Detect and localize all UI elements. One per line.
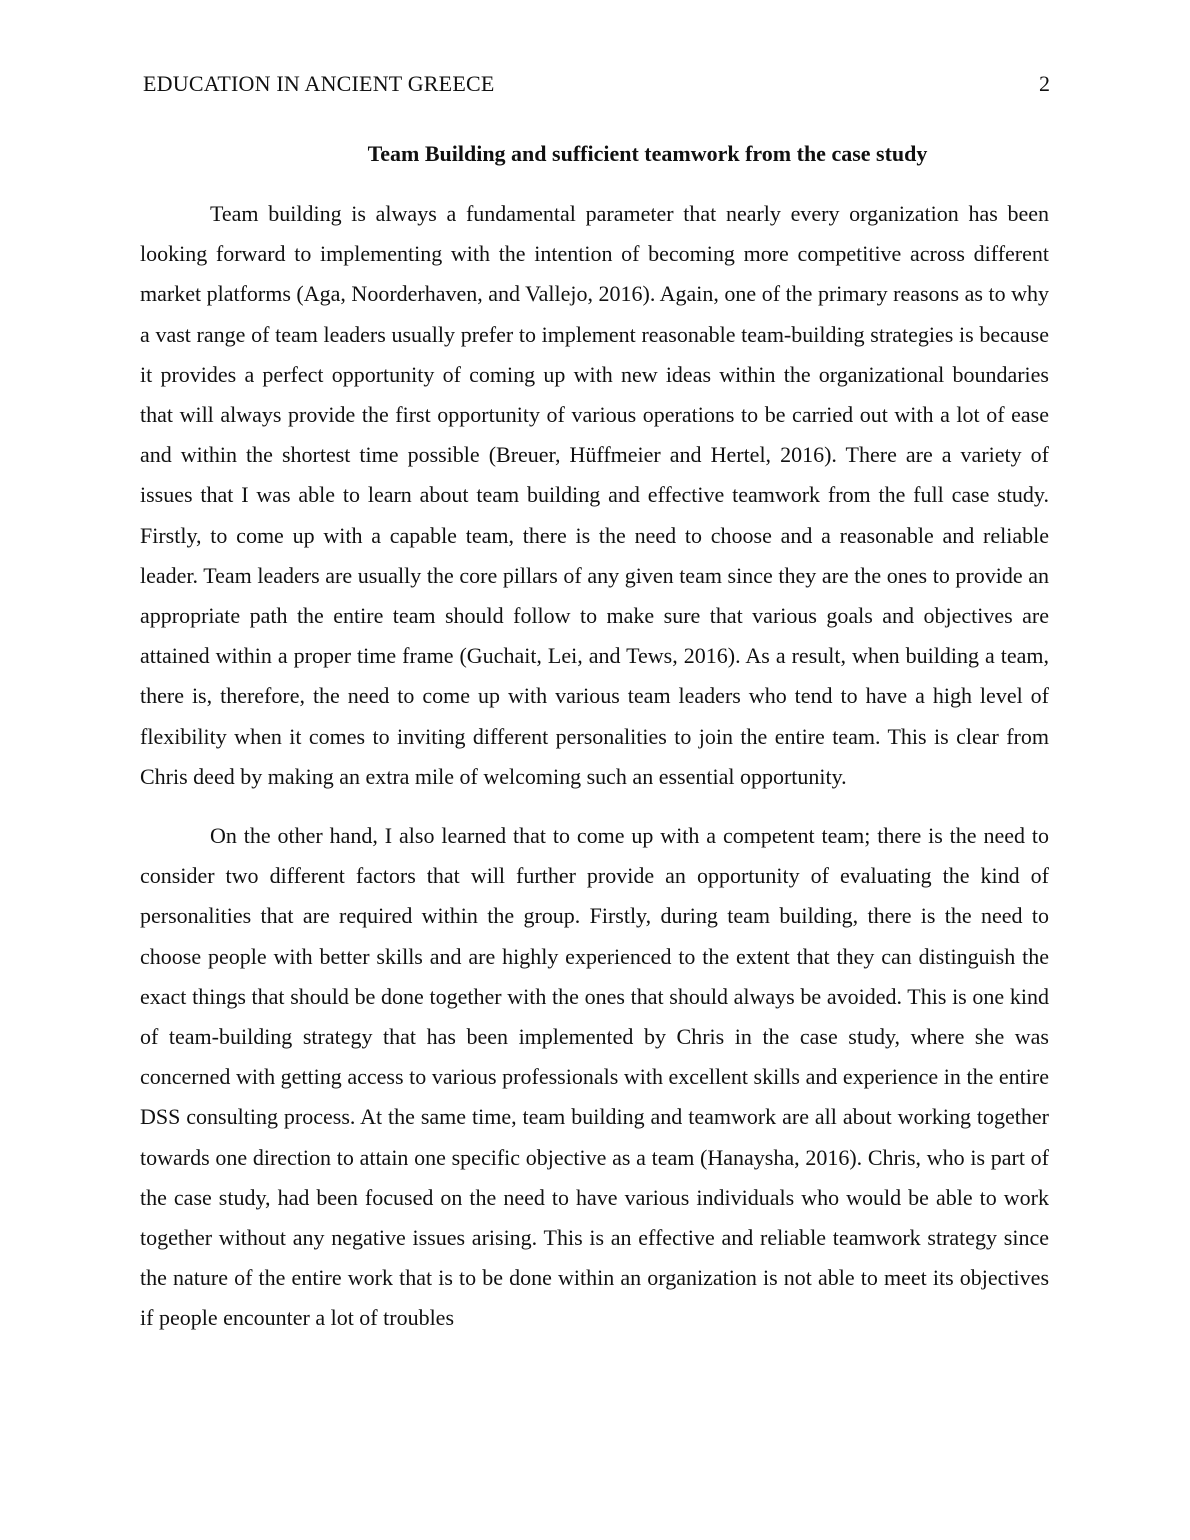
- section-title: Team Building and sufficient teamwork from the case study: [367, 141, 928, 166]
- page-number: 2: [1039, 71, 1050, 96]
- body-text: [140, 194, 1049, 1358]
- running-head: EDUCATION IN ANCIENT GREECE: [143, 71, 495, 96]
- paragraph: Team building is always a fundamental parameter that nearly every organization has been looking forward to implementing with the intention of becoming more competitive across different market platforms (Aga, Noorderhaven, and Vallejo, 2016). Again, one of the primary reasons as to why a vast range of team leaders usually prefer to implement reasonable team-building strategies is because it provides a perfect opportunity of coming up with new ideas within the organizational boundaries that will always provide the first opportunity of various operations to be carried out with a lot of ease and within the shortest time possible (Breuer, Hüffmeier and Hertel, 2016). There are a variety of issues that I was able to learn about team building and effective teamwork from the full case study. Firstly, to come up with a capable team, there is the need to choose and a reasonable and reliable leader. Team leaders are usually the core pillars of any given team since they are the ones to provide an appropriate path the entire team should follow to make sure that various goals and objectives are attained within a proper time frame (Guchait, Lei, and Tews, 2016). As a result, when building a team, there is, therefore, the need to come up with various team leaders who tend to have a high level of flexibility when it comes to inviting different personalities to join the entire team. This is clear from Chris deed by making an extra mile of welcoming such an essential opportunity.: [140, 201, 1049, 789]
- paragraph: On the other hand, I also learned that to come up with a competent team; there is the need to consider two different factors that will further provide an opportunity of evaluating the kind of personalities that are required within the group. Firstly, during team building, there is the need to choose people with better skills and are highly experienced to the extent that they can distinguish the exact things that should be done together with the ones that should always be avoided. This is one kind of team-building strategy that has been implemented by Chris in the case study, where she was concerned with getting access to various professionals with excellent skills and experience in the entire DSS consulting process. At the same time, team building and teamwork are all about working together towards one direction to attain one specific objective as a team (Hanaysha, 2016). Chris, who is part of the case study, had been focused on the need to have various individuals who would be able to work together without any negative issues arising. This is an effective and reliable teamwork strategy since the nature of the entire work that is to be done within an organization is not able to meet its objectives if people encounter a lot of troubles: [140, 823, 1049, 1331]
